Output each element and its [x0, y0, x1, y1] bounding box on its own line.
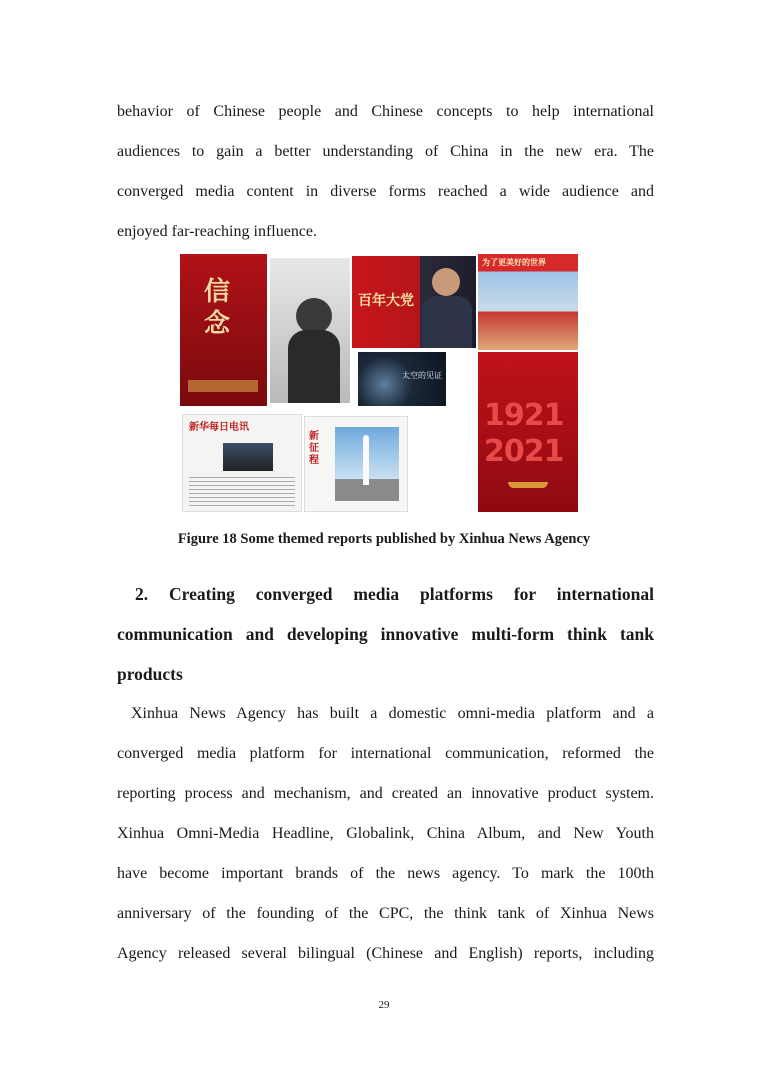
newspaper-headline: 新征程	[309, 431, 319, 466]
figure-collage	[180, 254, 580, 512]
text-line: have become important brands of the news agency. To mark the 100th	[117, 865, 654, 882]
poster-title: 信念	[204, 277, 231, 339]
year-bottom: 2021	[484, 434, 564, 469]
text-line: audiences to gain a better understanding of China in the new era. The	[117, 143, 654, 160]
text-line: converged media platform for international communication, reformed the	[117, 745, 654, 762]
rocket-icon	[363, 435, 369, 485]
text-line: reporting process and mechanism, and created an innovative product system.	[117, 785, 654, 802]
poster-interview	[352, 256, 476, 348]
boat-icon	[508, 482, 548, 488]
text-line: Xinhua Omni-Media Headline, Globalink, China Album, and New Youth	[117, 825, 654, 842]
newspaper-rocket	[304, 416, 408, 512]
text-line: anniversary of the founding of the CPC, the think tank of Xinhua News	[117, 905, 654, 922]
heading-line: 2. Creating converged media platforms for international	[135, 584, 654, 604]
world-title: 为了更美好的世界	[482, 258, 546, 267]
newspaper-daily	[182, 414, 302, 512]
interview-person	[432, 268, 460, 296]
space-title: 太空的见证	[402, 371, 442, 380]
text-line: Agency released several bilingual (Chinese and English) reports, including	[117, 945, 654, 962]
heading-line: communication and developing innovative multi-form think tank	[117, 624, 654, 644]
figure-caption: Figure 18 Some themed reports published by Xinhua News Agency	[177, 531, 591, 547]
poster-xinnian	[180, 254, 267, 406]
page-number: 29	[378, 999, 390, 1011]
poster-space	[358, 352, 446, 406]
interview-suit	[422, 296, 472, 348]
text-line: behavior of Chinese people and Chinese concepts to help international	[117, 103, 654, 120]
text-line: converged media content in diverse forms reached a wide audience and	[117, 183, 654, 200]
text-line: Xinhua News Agency has built a domestic omni-media platform and a	[131, 705, 654, 722]
newspaper-text	[189, 477, 295, 507]
section-heading	[117, 574, 654, 694]
portrait-body	[288, 330, 340, 403]
paragraph-intro	[117, 92, 654, 252]
paragraph-body	[117, 694, 654, 974]
text-line: enjoyed far-reaching influence.	[117, 223, 318, 240]
portrait-figure	[296, 298, 332, 334]
poster-strip	[188, 380, 258, 392]
heading-line: products	[117, 664, 183, 684]
poster-world	[478, 254, 578, 350]
year-top: 1921	[484, 398, 564, 433]
interview-title: 百年大党	[358, 293, 414, 309]
poster-portrait	[270, 258, 350, 403]
newspaper-photo	[223, 443, 273, 471]
newspaper-masthead: 新华每日电讯	[189, 422, 249, 433]
poster-centenary	[478, 352, 578, 512]
